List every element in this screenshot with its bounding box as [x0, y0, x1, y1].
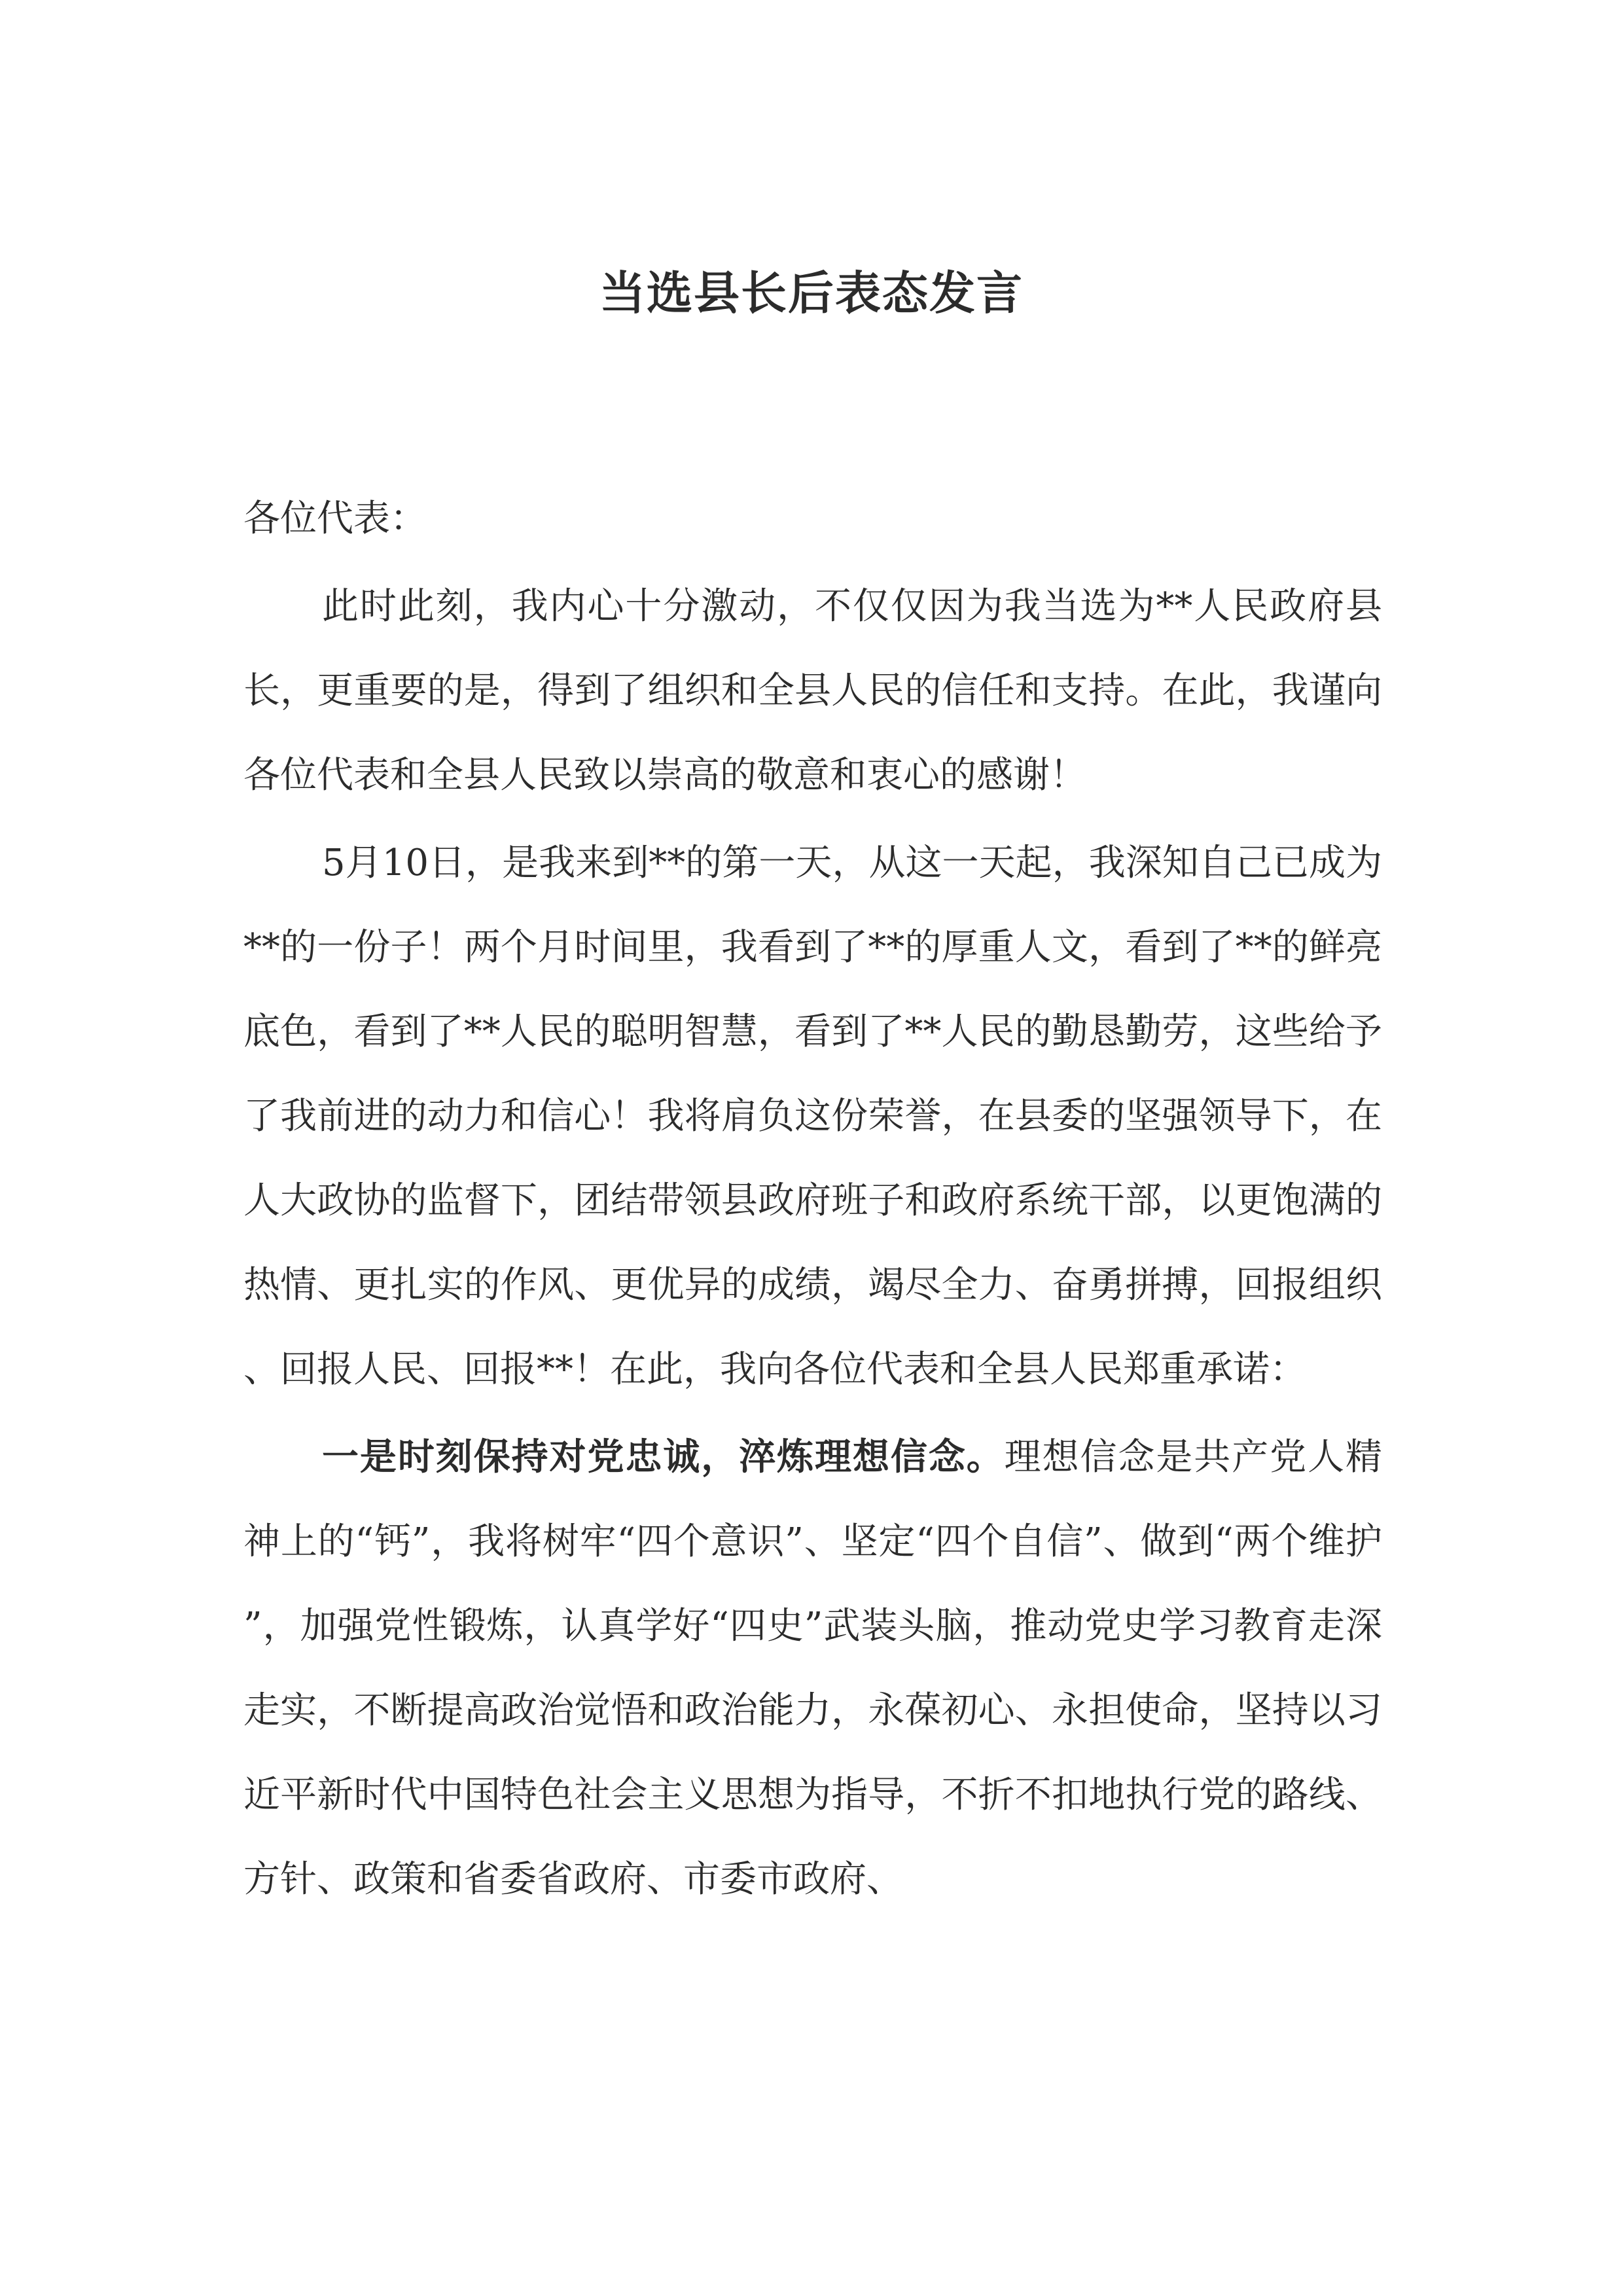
salutation: 各位代表： — [243, 497, 427, 540]
paragraph-1-text: 此时此刻，我内心十分激动，不仅仅因为我当选为**人民政府县长，更重要的是，得到了组织和全县人民的信任和支持。在此，我谨向各位代表和全县人民致以崇高的敬意和衷心的感谢！ — [243, 585, 1382, 797]
paragraph-3 — [243, 1415, 1382, 1922]
document-title: 当选县长后表态发言 — [599, 266, 1024, 320]
paragraph-3-text: 理想信念是共产党人精神上的“钙”，我将树牢“四个意识”、坚定“四个自信”、做到“两个维护”，加强党性锻炼，认真学好“四史”武装头脑，推动党史学习教育走深走实，不断提高政治觉悟和政治能力，永葆初心、永担使命，坚持以习近平新时代中国特色社会主义思想为指导，不折不扣地执行党的路线、方针、政策和省委省政府、市委市政府、 — [243, 1436, 1383, 1901]
paragraph-3-lead: 一是时刻保持对党忠诚，淬炼理想信念。 — [322, 1436, 1005, 1479]
paragraph-2 — [243, 821, 1382, 1412]
paragraph-1 — [243, 564, 1382, 817]
paragraph-2-text: 5月10日，是我来到**的第一天，从这一天起，我深知自己已成为**的一份子！两个月时间里，我看到了**的厚重人文，看到了**的鲜亮底色，看到了**人民的聪明智慧，看到了**人民的勤恳勤劳，这些给予了我前进的动力和信心！我将肩负这份荣誉，在县委的坚强领导下，在人大政协的监督下，团结带领县政府班子和政府系统干部，以更饱满的热情、更扎实的作风、更优异的成绩，竭尽全力、奋勇拼搏，回报组织、回报人民、回报**！在此，我向各位代表和全县人民郑重承诺： — [243, 842, 1382, 1391]
document-body — [243, 476, 1382, 1925]
